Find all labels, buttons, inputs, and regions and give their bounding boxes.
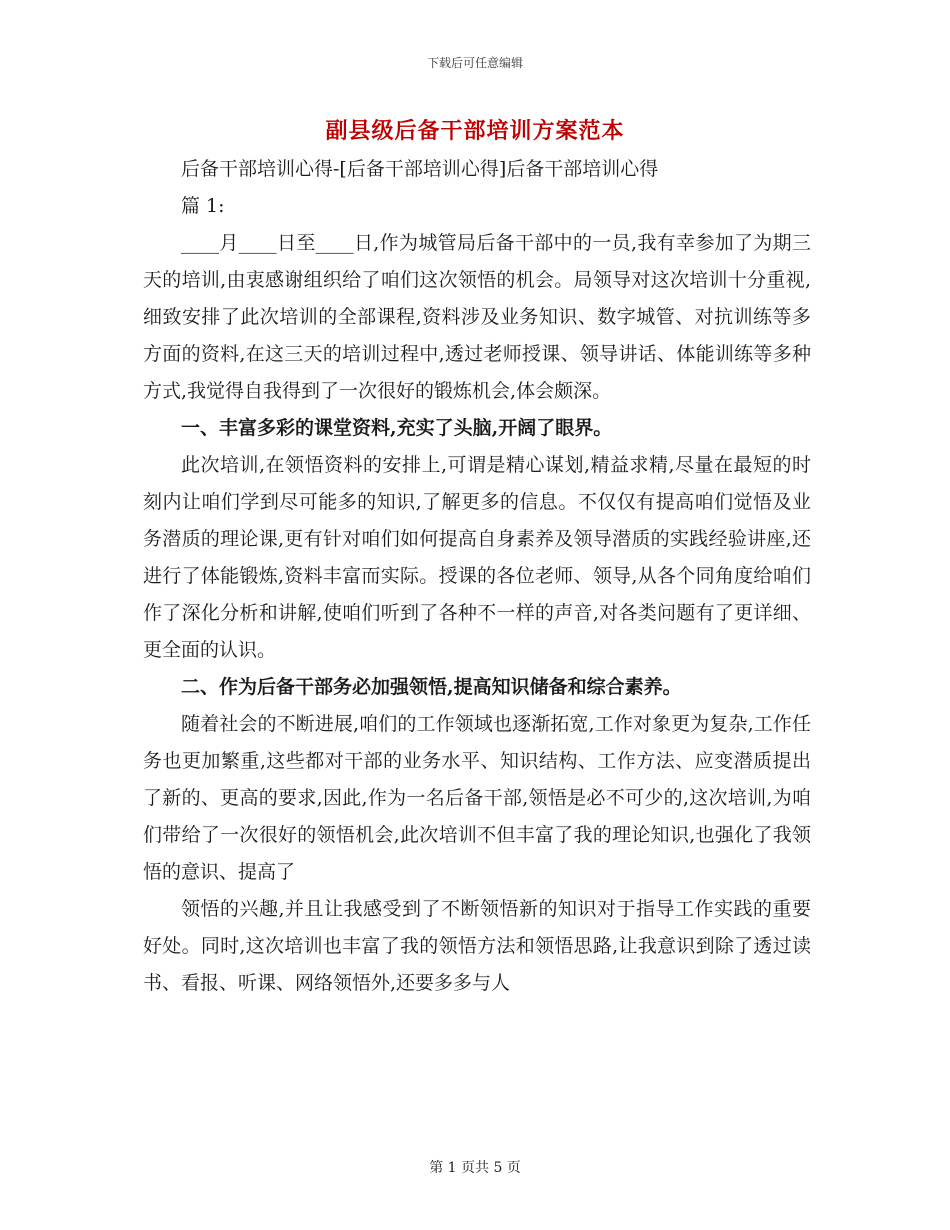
- paragraph-section-2a: 随着社会的不断进展,咱们的工作领域也逐渐拓宽,工作对象更为复杂,工作任务也更加繁重,这些都对干部的业务水平、知识结构、工作方法、应变潜质提出了新的、更高的要求,因此,作为一名后备干部,领悟是必不可少的,这次培训,为咱们带给了一次很好的领悟机会,此次培训不但丰富了我的理论知识,也强化了我领悟的意识、提高了: [143, 713, 811, 883]
- document-title: 副县级后备干部培训方案范本: [325, 118, 625, 144]
- section-heading-1: 一、丰富多彩的课堂资料,充实了头脑,开阔了眼界。: [181, 417, 613, 439]
- part-label: 篇 1:: [181, 195, 225, 217]
- paragraph-section-1: 此次培训,在领悟资料的安排上,可谓是精心谋划,精益求精,尽量在最短的时刻内让咱们学到尽可能多的知识,了解更多的信息。不仅仅有提高咱们觉悟及业务潜质的理论课,更有针对咱们如何提高自身素养及领导潜质的实践经验讲座,还进行了体能锻炼,资料丰富而实际。授课的各位老师、领导,从各个同角度给咱们作了深化分析和讲解,使咱们听到了各种不一样的声音,对各类问题有了更详细、更全面的认识。: [143, 454, 811, 661]
- section-heading-2: 二、作为后备干部务必加强领悟,提高知识储备和综合素养。: [181, 676, 682, 698]
- document-subtitle: 后备干部培训心得-[后备干部培训心得]后备干部培训心得: [181, 158, 659, 180]
- page-header-note: 下载后可任意编辑: [426, 56, 523, 70]
- document-body: [143, 151, 811, 1002]
- paragraph-section-2b: 领悟的兴趣,并且让我感受到了不断领悟新的知识对于指导工作实践的重要好处。同时,这次培训也丰富了我的领悟方法和领悟思路,让我意识到除了透过读书、看报、听课、网络领悟外,还要多多与人: [143, 898, 811, 994]
- paragraph-intro: ____月____日至____日,作为城管局后备干部中的一员,我有幸参加了为期三天的培训,由衷感谢组织给了咱们这次领悟的机会。局领导对这次培训十分重视,细致安排了此次培训的全部课程,资料涉及业务知识、数字城管、对抗训练等多方面的资料,在这三天的培训过程中,透过老师授课、领导讲话、体能训练等多种方式,我觉得自我得到了一次很好的锻炼机会,体会颇深。: [143, 232, 811, 402]
- page-footer-page-number: 第 1 页共 5 页: [429, 1160, 521, 1176]
